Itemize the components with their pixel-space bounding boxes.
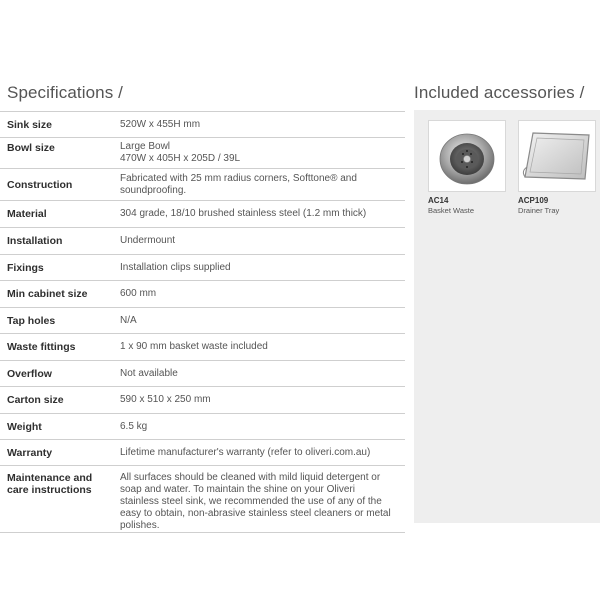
spec-value: 520W x 455H mm: [117, 112, 405, 138]
spec-label: Min cabinet size: [0, 281, 117, 308]
specifications-title: Specifications /: [7, 83, 123, 102]
spec-label: Bowl size: [0, 138, 117, 169]
spec-label: Maintenance and care instructions: [0, 466, 117, 533]
spec-row-construction: [0, 169, 405, 201]
spec-row-warranty: [0, 440, 405, 466]
spec-row-bowl-size: [0, 138, 405, 169]
spec-value: Fabricated with 25 mm radius corners, Softtone® and soundproofing.: [117, 169, 405, 201]
spec-label: Tap holes: [0, 308, 117, 334]
accessory-code: AC14: [428, 196, 449, 205]
spec-value: Undermount: [117, 228, 405, 255]
basket-waste-icon: [429, 121, 505, 191]
basket-waste-image: [428, 120, 506, 192]
spec-label: Overflow: [0, 361, 117, 387]
spec-row-weight: [0, 414, 405, 440]
spec-label: Weight: [0, 414, 117, 440]
accessories-title: Included accessories /: [414, 83, 585, 102]
spec-row-carton-size: [0, 387, 405, 414]
spec-value: N/A: [117, 308, 405, 334]
spec-label: Warranty: [0, 440, 117, 466]
spec-row-min-cabinet-size: [0, 281, 405, 308]
specifications-table: [0, 111, 405, 533]
accessory-item-basket-waste[interactable]: [428, 120, 508, 215]
spec-label: Construction: [0, 169, 117, 201]
spec-value: Not available: [117, 361, 405, 387]
spec-value: Lifetime manufacturer's warranty (refer to oliveri.com.au): [117, 440, 405, 466]
spec-row-waste-fittings: [0, 334, 405, 361]
spec-label: Installation: [0, 228, 117, 255]
spec-label: Fixings: [0, 255, 117, 281]
drainer-tray-icon: [519, 121, 595, 191]
accessories-panel: [414, 110, 600, 523]
spec-value: 600 mm: [117, 281, 405, 308]
spec-label: Carton size: [0, 387, 117, 414]
drainer-tray-image: [518, 120, 596, 192]
accessory-name: Basket Waste: [428, 206, 474, 215]
spec-value: All surfaces should be cleaned with mild liquid detergent or soap and water. To maintain the shine on your Oliveri stainless steel sink, we recommended the use of any of the easy to obtain, non-abrasive stainless steel cleaners or metal polishes.: [117, 466, 405, 533]
spec-row-overflow: [0, 361, 405, 387]
spec-row-maintenance: [0, 466, 405, 533]
accessory-code: ACP109: [518, 196, 549, 205]
accessory-name: Drainer Tray: [518, 206, 560, 215]
spec-row-material: [0, 201, 405, 228]
spec-value: Installation clips supplied: [117, 255, 405, 281]
spec-label: Material: [0, 201, 117, 228]
spec-row-fixings: [0, 255, 405, 281]
spec-value: 6.5 kg: [117, 414, 405, 440]
spec-value: 1 x 90 mm basket waste included: [117, 334, 405, 361]
spec-value: 590 x 510 x 250 mm: [117, 387, 405, 414]
spec-row-sink-size: [0, 112, 405, 138]
spec-row-installation: [0, 228, 405, 255]
spec-row-tap-holes: [0, 308, 405, 334]
spec-label: Sink size: [0, 112, 117, 138]
spec-label: Waste fittings: [0, 334, 117, 361]
spec-value: 304 grade, 18/10 brushed stainless steel (1.2 mm thick): [117, 201, 405, 228]
spec-value: Large Bowl 470W x 405H x 205D / 39L: [117, 138, 405, 169]
accessory-item-drainer-tray[interactable]: [518, 120, 598, 215]
